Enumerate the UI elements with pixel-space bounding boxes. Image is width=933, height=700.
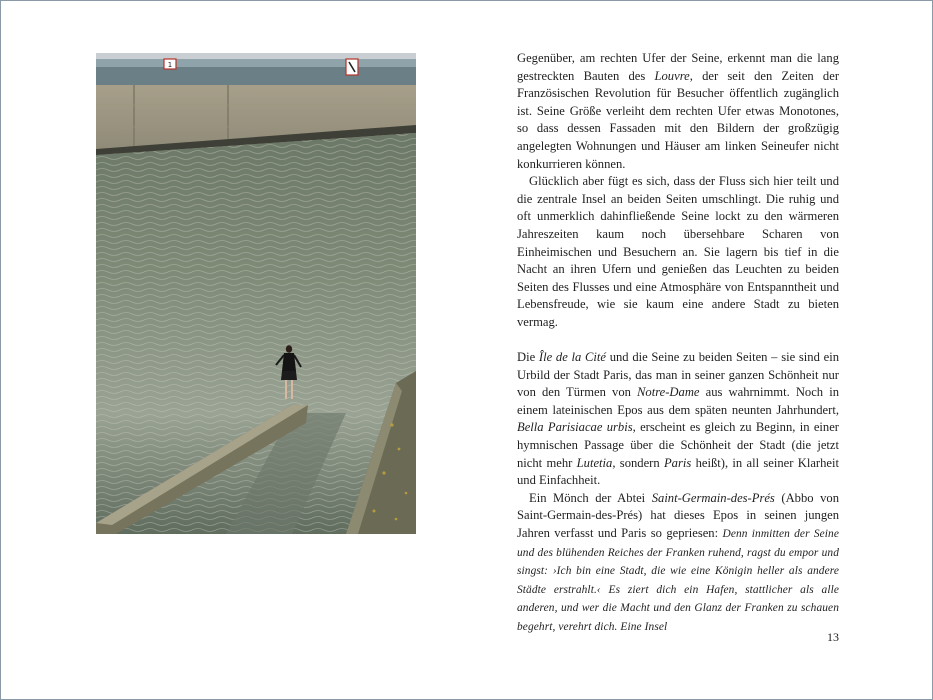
bridge-sign-left-label: 1	[167, 61, 173, 69]
quoted-text: Denn inmitten der Seine und des blühenden Reiches der Franken ruhend, ragst du empor und singst: ›Ich bin eine Stadt, die wie eine Königin heller als andere Städte erstrahlt.‹ Es ziert dich ein Hafen, stattlicher als alle anderen, und wer die Macht und den Glanz der Franken zu schauen begehrt, verehrt dich. Eine Insel	[517, 528, 839, 633]
text-run: heißt), in all seiner Klarheit und Einfachheit.	[517, 455, 839, 488]
text-run: und die Seine zu beiden Seiten – sie sind ein Urbild der Stadt Paris, das man in seiner ganzen Schönheit nur von den Türmen von	[517, 350, 839, 400]
text-run: aus wahrnimmt. Noch in einem lateinischen Epos aus dem späten neunten Jahrhundert,	[517, 385, 839, 417]
paragraph	[517, 349, 839, 490]
italic-term: Île de la Cité	[538, 350, 606, 365]
text-run: Gegenüber, am rechten Ufer der Seine, erkennt man die lang gestreckten Bauten des	[517, 51, 839, 83]
bridge-sign-left	[164, 59, 176, 69]
seine-photo	[96, 53, 416, 534]
paragraph	[517, 173, 839, 331]
italic-term: Bella Parisiacae urbis	[517, 420, 633, 435]
page-number: 13	[827, 630, 839, 644]
italic-term: Paris	[663, 455, 692, 470]
paragraph	[517, 50, 839, 173]
italic-term: Louvre	[654, 68, 690, 83]
text-run: (Abbo von Saint-Germain-des-Prés) hat dieses Epos in seinen jungen Jahren verfasst und Paris so gepriesen:	[517, 490, 840, 541]
text-run: , erscheint es gleich zu Beginn, in einer hymnischen Passage über die Schönheit der Stadt (die jetzt nicht mehr	[517, 420, 839, 470]
paragraph	[517, 490, 839, 637]
text-run: Die	[517, 350, 539, 365]
seine-photo-illustration	[96, 53, 416, 534]
text-run: Ein Mönch der Abtei	[529, 490, 652, 505]
text-run: Glücklich aber fügt es sich, dass der Fluss sich hier teilt und die zentrale Insel an beiden Seiten umschlingt. Die ruhig und oft unmerklich dahinfließende Seine lockt zu den wärmeren Jahreszeiten kaum noch übersehbare Scharen von Einheimischen und Besuchern an. Sie lagern bis tief in die Nacht an ihren Ufern und genießen das Leuchten zu beiden Seiten des Flusses und eine Atmosphäre von Entspanntheit und Lebensfreude, wie sie kaum eine andere Stadt zu bieten vermag.	[517, 174, 839, 329]
text-run: , der seit den Zeiten der Französischen Revolution für Besucher öffentlich zugänglich ist. Seine Größe verleiht dem rechten Ufer etwas Monotones, so dass dessen Fassaden mit den Bildern der großzügig angelegten Wohnungen und Häuser am linken Seineufer nicht konkurrieren können.	[517, 68, 840, 171]
bridge-sign-right	[346, 59, 358, 75]
italic-term: Lutetia	[576, 455, 613, 470]
italic-term: Notre-Dame	[637, 385, 700, 400]
text-run: , sondern	[612, 455, 664, 470]
italic-term: Saint-Germain-des-Prés	[651, 490, 775, 505]
body-text-column	[517, 50, 839, 637]
